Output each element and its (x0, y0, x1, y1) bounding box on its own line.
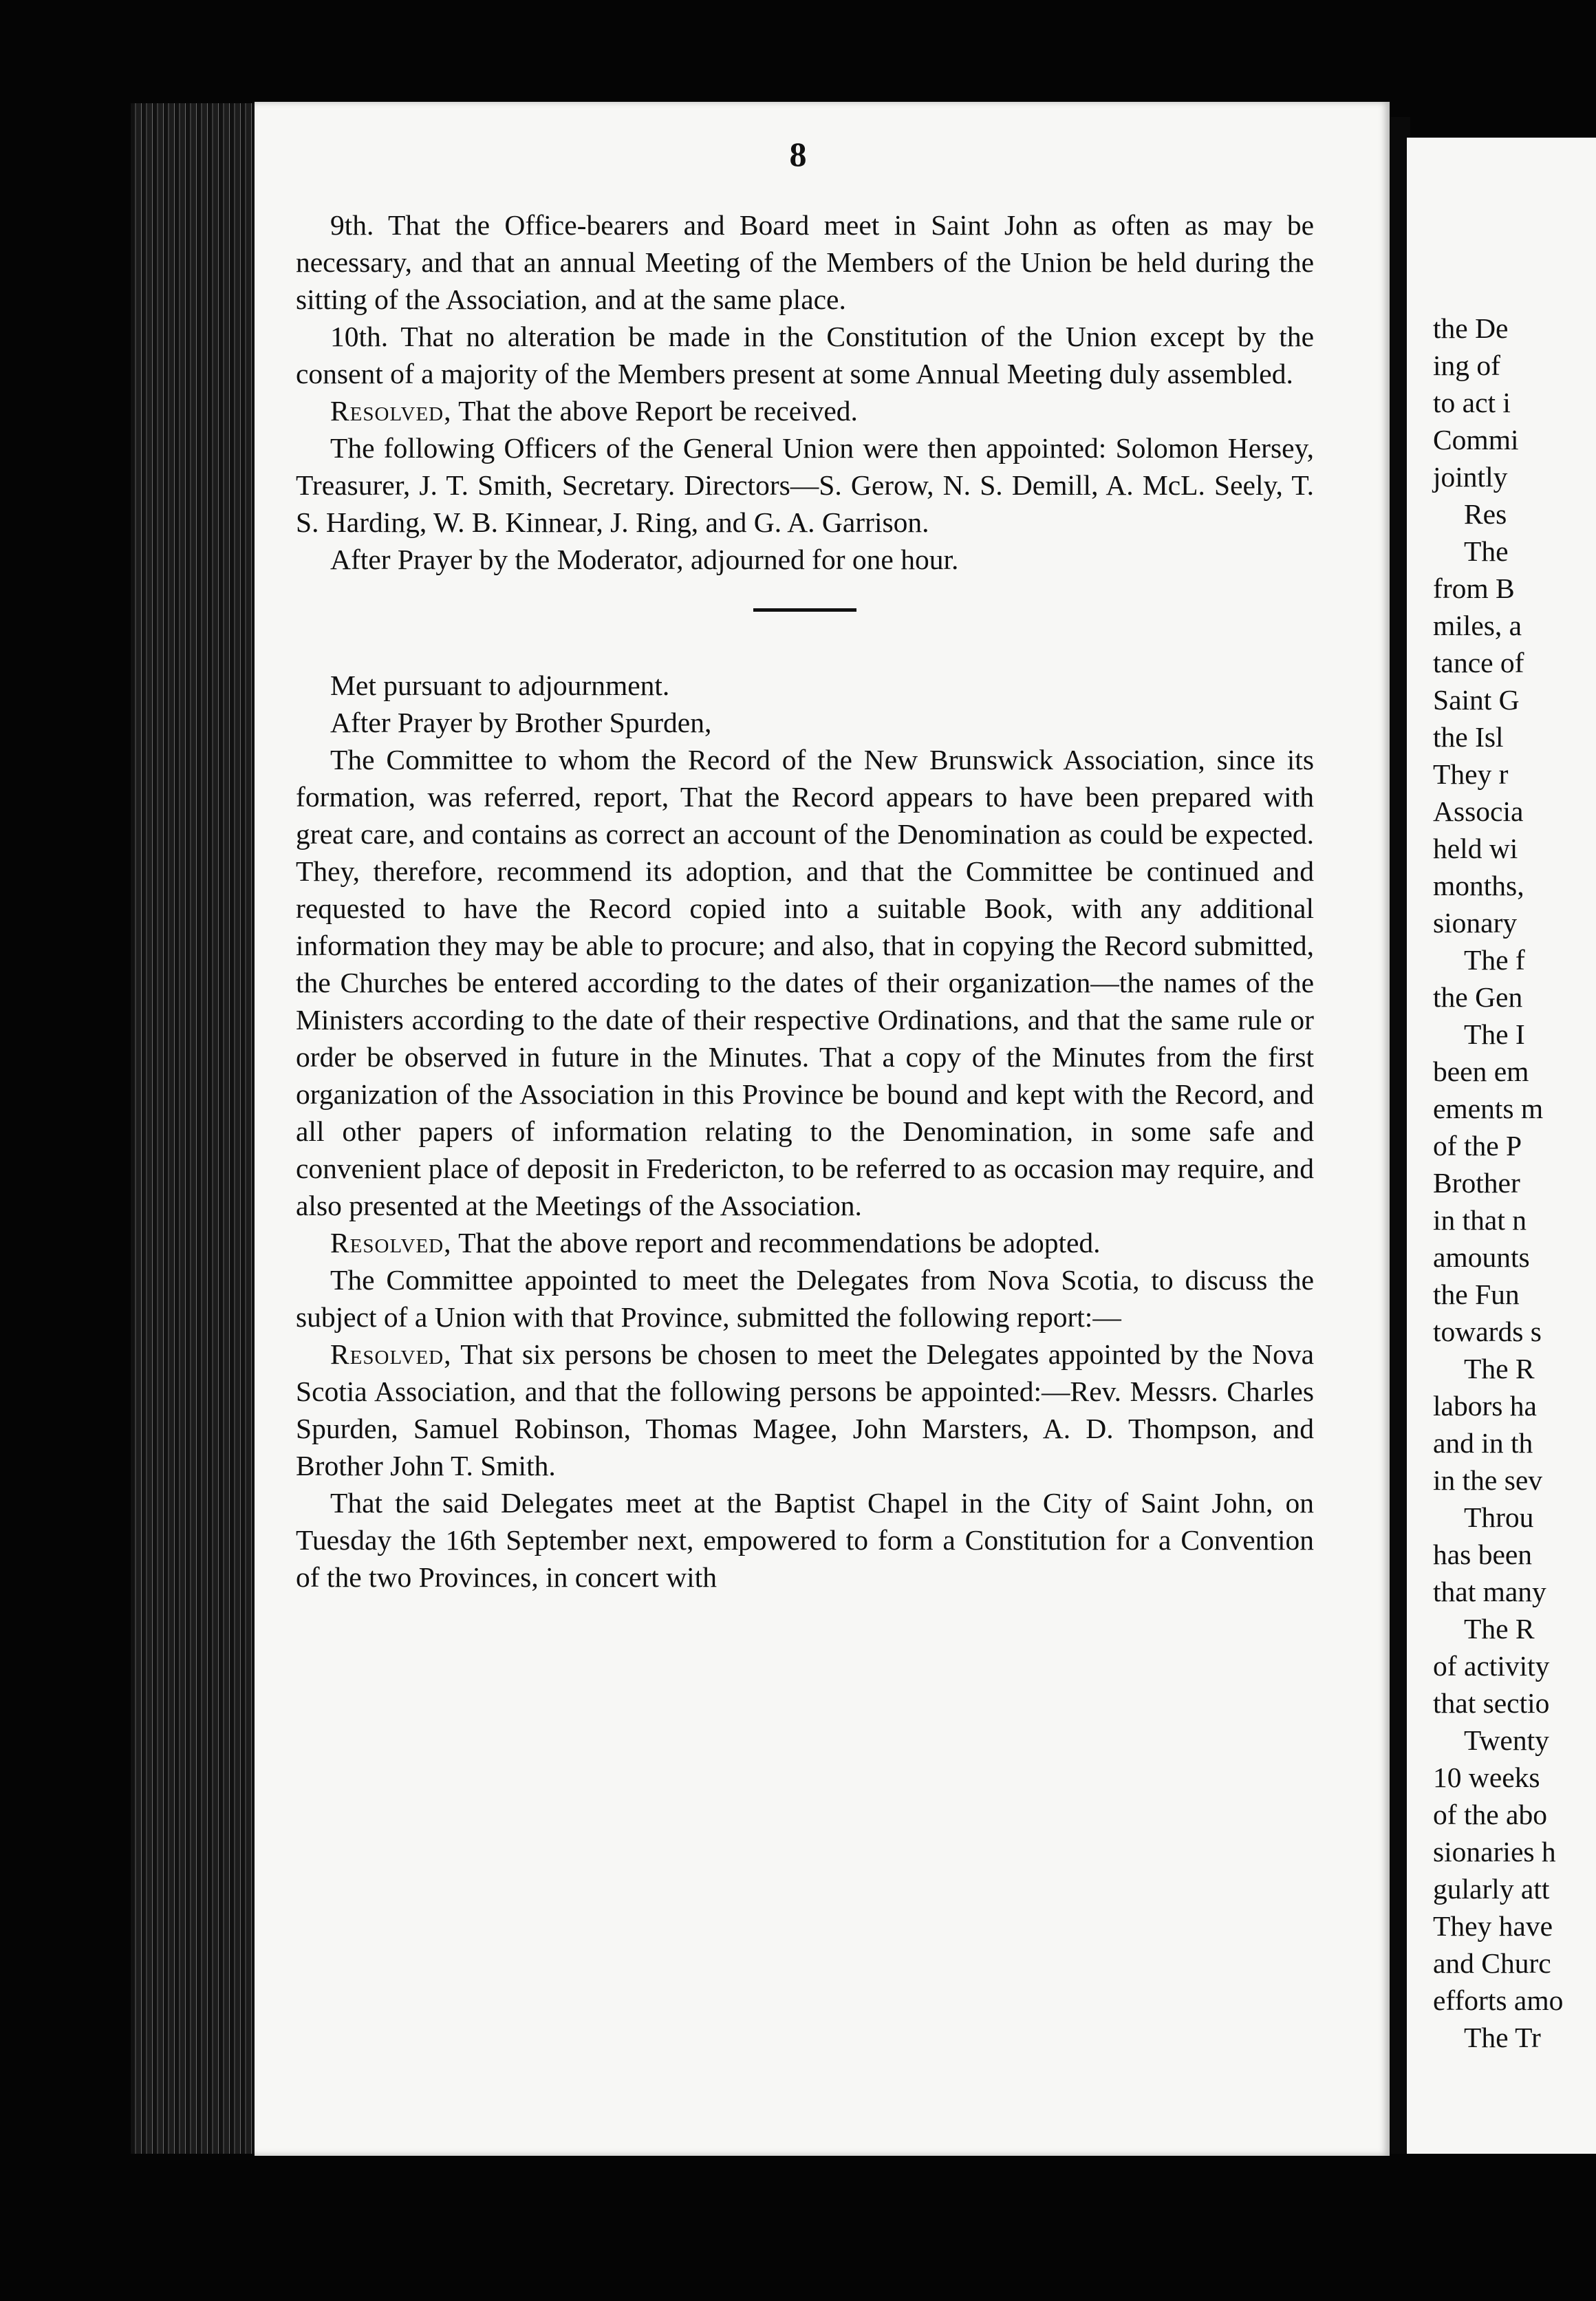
facing-line: jointly (1433, 461, 1508, 493)
facing-line: ements m (1433, 1093, 1544, 1124)
facing-line: The I (1464, 1018, 1525, 1050)
facing-page-text (1433, 310, 1596, 2056)
facing-line: Res (1464, 498, 1507, 530)
facing-line: and Churc (1433, 1947, 1551, 1979)
facing-line: the Gen (1433, 981, 1523, 1013)
facing-line: ing of (1433, 350, 1500, 381)
facing-page (1407, 138, 1596, 2154)
facing-line: labors ha (1433, 1390, 1537, 1422)
paragraph (296, 1484, 1314, 1596)
facing-line: The (1464, 535, 1509, 567)
paragraph-text: That the above Report be received. (451, 395, 858, 427)
facing-line: in that n (1433, 1204, 1527, 1236)
facing-line: that sectio (1433, 1687, 1550, 1719)
facing-line: has been (1433, 1539, 1533, 1570)
paragraph-text: Met pursuant to adjournment. (330, 670, 670, 701)
resolved-lead: Resolved, (330, 1338, 452, 1370)
facing-line: the Fun (1433, 1278, 1520, 1310)
paragraph-text: 10th. That no alteration be made in the Constitution of the Union except by the consent of a majority of the Members present at some Annual Meeting duly assembled. (296, 321, 1314, 389)
facing-line: that many (1433, 1576, 1546, 1607)
paragraph (296, 541, 1314, 578)
paragraph (296, 318, 1314, 392)
facing-line: Twenty (1464, 1724, 1549, 1756)
facing-line: the De (1433, 312, 1509, 344)
facing-line: held wi (1433, 833, 1518, 864)
paragraph-text: The following Officers of the General Union were then appointed: Solomon Hersey, Treasurer, J. T. Smith, Secretary. Directors—S. Gerow, N. S. Demill, A. McL. Seely, T. S. Harding, W. B. Kinnear, J. Ring, and G. A. Garrison. (296, 432, 1314, 538)
section-divider-rule (753, 608, 856, 612)
paragraph (296, 1336, 1314, 1484)
facing-line: miles, a (1433, 610, 1522, 641)
resolved-lead: Resolved, (330, 1227, 452, 1259)
facing-line: tance of (1433, 647, 1524, 678)
paragraph (296, 741, 1314, 1224)
facing-line: 10 weeks (1433, 1762, 1540, 1793)
minutes-section-afternoon (296, 667, 1314, 1596)
facing-line: sionaries h (1433, 1836, 1556, 1867)
paragraph-text: That six persons be chosen to meet the Delegates appointed by the Nova Scotia Association, and that the following persons be appointed:—Rev. Messrs. Charles Spurden, Samuel Robinson, Thomas Magee, John Marsters, A. D. Thompson, and Brother John T. Smith. (296, 1338, 1314, 1481)
facing-line: They r (1433, 758, 1509, 790)
facing-line: Brother (1433, 1167, 1520, 1199)
facing-line: of the P (1433, 1130, 1522, 1162)
facing-line: Throu (1464, 1501, 1534, 1533)
facing-line: The R (1464, 1353, 1535, 1384)
facing-line: Associa (1433, 795, 1524, 827)
book-spine-edge (131, 103, 258, 2154)
facing-line: been em (1433, 1056, 1529, 1087)
facing-line: Commi (1433, 424, 1519, 456)
paragraph (296, 206, 1314, 318)
paragraph-text: 9th. That the Office-bearers and Board meet in Saint John as often as may be necessary, and that an annual Meeting of the Members of the Union be held during the sitting of the Association, and at the same place. (296, 209, 1314, 315)
facing-line: in the sev (1433, 1464, 1543, 1496)
facing-line: amounts (1433, 1241, 1530, 1273)
page-body (296, 206, 1314, 1596)
facing-line: The R (1464, 1613, 1535, 1645)
page-number: 8 (789, 135, 807, 173)
paragraph (296, 1261, 1314, 1336)
facing-line: and in th (1433, 1427, 1533, 1459)
facing-line: to act i (1433, 387, 1511, 418)
facing-line: towards s (1433, 1316, 1542, 1347)
facing-line: months, (1433, 870, 1524, 901)
paragraph (296, 704, 1314, 741)
paragraph-text: The Committee to whom the Record of the New Brunswick Association, since its formation, was referred, report, That the Record appears to have been prepared with great care, and contains as correct an account of the Denomination as could be expected. They, therefore, recommend its adoption, and that the Committee be continued and requested to have the Record copied into a suitable Book, with any additional information they may be able to procure; and also, that in copying the Record submitted, the Churches be entered according to the dates of their organization—the names of the Ministers according to the date of their respective Ordinations, and that the same rule or order be observed in future in the Minutes. That a copy of the Minutes from the first organization of the Association in this Province be bound and kept with the Record, and all other papers of information relating to the Denomination, in some safe and convenient place of deposit in Fredericton, to be referred to as occasion may require, and also presented at the Meetings of the Association. (296, 744, 1314, 1221)
facing-line: the Isl (1433, 721, 1504, 753)
facing-line: They have (1433, 1910, 1553, 1942)
facing-line: from B (1433, 572, 1515, 604)
resolved-lead: Resolved, (330, 395, 452, 427)
facing-line: The Tr (1464, 2022, 1541, 2053)
paragraph (296, 1224, 1314, 1261)
facing-line: sionary (1433, 907, 1518, 939)
paragraph-text: The Committee appointed to meet the Delegates from Nova Scotia, to discuss the subject of a Union with that Province, submitted the following report:— (296, 1264, 1314, 1333)
paragraph (296, 429, 1314, 541)
facing-line: gularly att (1433, 1873, 1550, 1905)
facing-line: of the abo (1433, 1799, 1547, 1830)
paragraph-text: After Prayer by Brother Spurden, (330, 707, 712, 738)
paragraph-text: That the said Delegates meet at the Baptist Chapel in the City of Saint John, on Tuesday the 16th September next, empowered to form a Constitution for a Convention of the two Provinces, in concert with (296, 1487, 1314, 1593)
paragraph (296, 667, 1314, 704)
facing-line: of activity (1433, 1650, 1550, 1682)
minutes-section-morning (296, 206, 1314, 578)
facing-line: efforts amo (1433, 1984, 1564, 2016)
paragraph-text: After Prayer by the Moderator, adjourned for one hour. (330, 544, 959, 575)
facing-line: The f (1464, 944, 1525, 976)
facing-line: Saint G (1433, 684, 1520, 716)
paragraph (296, 392, 1314, 429)
paragraph-text: That the above report and recommendations be adopted. (451, 1227, 1101, 1259)
